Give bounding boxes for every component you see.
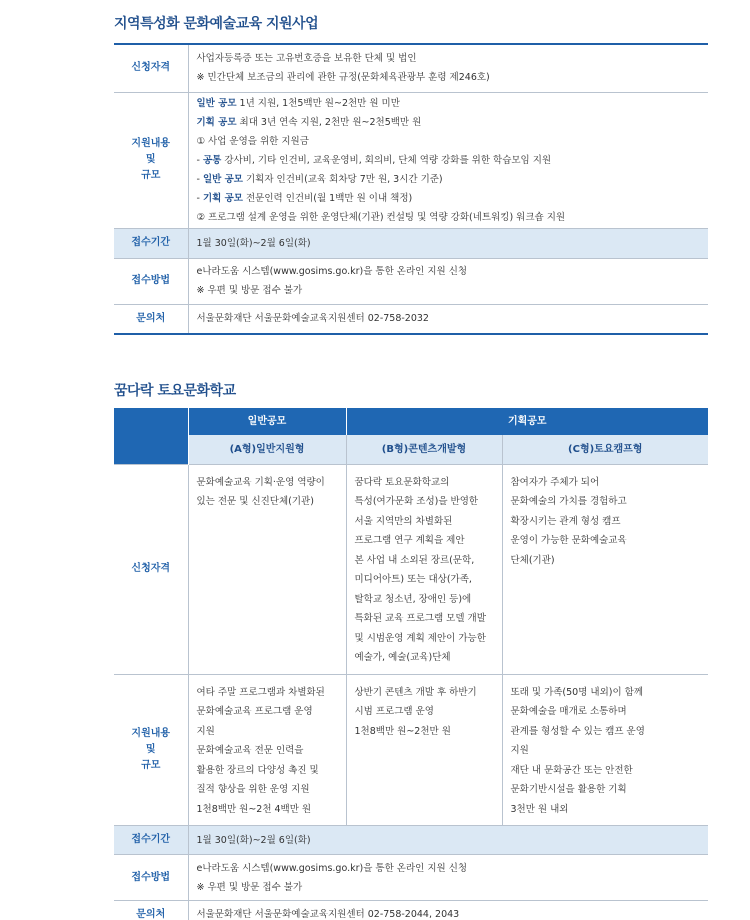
text: 기획자 인건비(교육 회차당 7만 원, 3시간 기준) bbox=[242, 173, 443, 185]
text-line bbox=[197, 170, 701, 189]
label-line: 및 bbox=[145, 154, 156, 165]
row-label: 신청자격 bbox=[114, 44, 188, 92]
section2-title: 꿈다락 토요문화학교 bbox=[114, 383, 236, 399]
table-row bbox=[114, 674, 708, 826]
text: - bbox=[196, 192, 203, 204]
header-planned: 기획공모 bbox=[346, 408, 708, 435]
text-line: 본 사업 내 소외된 장르(문학, bbox=[354, 554, 475, 566]
label-line: 지원내용 bbox=[131, 727, 171, 739]
table-row bbox=[114, 304, 708, 334]
method-content bbox=[188, 258, 708, 304]
text-line: 운영이 가능한 문화예술교육 bbox=[510, 535, 627, 546]
text: 1년 지원, 1천5백만 원~2천만 원 미만 bbox=[236, 97, 400, 109]
text: 전문인력 인건비(월 1백만 원 이내 책정) bbox=[242, 192, 413, 204]
table-row bbox=[114, 901, 708, 920]
period-value: 1월 30일(화)~2월 6일(화) bbox=[188, 826, 708, 855]
support-a bbox=[188, 674, 346, 826]
text-line bbox=[197, 94, 701, 113]
text-line: 미디어아트) 또는 대상(가족, bbox=[354, 574, 472, 585]
text-line: 관계를 형성할 수 있는 캠프 운영 bbox=[510, 725, 645, 737]
text: - bbox=[196, 173, 203, 185]
text-line: 문화기반시설을 활용한 기획 bbox=[510, 784, 627, 795]
support-content bbox=[188, 92, 708, 228]
contact-value: 서울문화재단 서울문화예술교육지원센터 02-758-2044, 2043 bbox=[196, 909, 460, 920]
row-label bbox=[114, 674, 188, 826]
header-type-c: (C형)토요캠프형 bbox=[502, 435, 708, 464]
header-general: 일반공모 bbox=[188, 408, 346, 435]
text-line: 사업자등록증 또는 고유번호증을 보유한 단체 및 법인 bbox=[196, 53, 417, 65]
bold-term: 공통 bbox=[202, 154, 222, 166]
label-line: 및 bbox=[145, 743, 156, 755]
text-line: ※ 우편 및 방문 접수 불가 bbox=[196, 285, 303, 296]
text-line: 지원 bbox=[510, 745, 529, 756]
text-line: 확장시키는 관계 형성 캠프 bbox=[510, 515, 621, 527]
header-type-b: (B형)콘텐츠개발형 bbox=[346, 435, 502, 464]
text-line: 서울 지역만의 차별화된 bbox=[354, 515, 453, 527]
table-row bbox=[114, 855, 708, 901]
period-value: 1월 30일(화)~2월 6일(화) bbox=[188, 228, 708, 258]
text-line: 단체(기관) bbox=[510, 554, 555, 566]
text-line bbox=[197, 113, 701, 132]
text-line: 예술가, 예술(교육)단체 bbox=[354, 652, 451, 663]
table-row bbox=[114, 826, 708, 855]
section2-table bbox=[114, 408, 708, 920]
header-row bbox=[114, 408, 708, 435]
text-line: e나라도움 시스템(www.gosims.go.kr)을 통한 온라인 지원 신청 bbox=[196, 266, 468, 277]
bold-term: 기획 공모 bbox=[202, 192, 243, 204]
text-line: 여타 주말 프로그램과 차별화된 bbox=[196, 686, 325, 698]
text-line: ※ 민간단체 보조금의 관리에 관한 규정(문화체육관광부 훈령 제246호) bbox=[196, 72, 490, 84]
text-line: 참여자가 주체가 되어 bbox=[510, 476, 600, 488]
text-line: 문화예술의 가치를 경험하고 bbox=[510, 496, 627, 507]
text-line: ② 프로그램 설계 운영을 위한 운영단체(기관) 컨설팅 및 역량 강화(네트워킹) 워크숍 지원 bbox=[196, 211, 566, 223]
eligibility-a bbox=[188, 464, 346, 674]
label-line: 규모 bbox=[141, 759, 161, 771]
text: 강사비, 기타 인건비, 교육운영비, 회의비, 단체 역량 강화를 위한 학습모임 지원 bbox=[221, 154, 552, 166]
bold-term: 일반 공모 bbox=[202, 173, 243, 185]
row-label: 문의처 bbox=[114, 901, 188, 920]
support-b bbox=[346, 674, 502, 826]
text-line: ※ 우편 및 방문 접수 불가 bbox=[196, 881, 303, 893]
text-line: 질적 향상을 위한 운영 지원 bbox=[196, 784, 310, 795]
bold-term: 일반 공모 bbox=[196, 97, 237, 109]
row-label: 접수방법 bbox=[114, 855, 188, 901]
text-line: 1천8백만 원~2천만 원 bbox=[354, 725, 451, 737]
row-label bbox=[114, 92, 188, 228]
section1-table bbox=[114, 43, 708, 335]
text-line: 문화예술교육 프로그램 운영 bbox=[196, 706, 313, 717]
text-line: 있는 전문 및 신진단체(기관) bbox=[196, 496, 314, 507]
text-line: 지원 bbox=[196, 725, 215, 737]
text-line: 3천만 원 내외 bbox=[510, 803, 569, 815]
text-line: ① 사업 운영을 위한 지원금 bbox=[196, 135, 309, 147]
text-line: 1천8백만 원~2천 4백만 원 bbox=[196, 803, 312, 815]
subheader-row bbox=[114, 435, 708, 464]
header-type-a: (A형)일반지원형 bbox=[188, 435, 346, 464]
text-line: 문화예술교육 기획·운영 역량이 bbox=[196, 476, 325, 488]
table-row bbox=[114, 44, 708, 92]
contact-value: 서울문화재단 서울문화예술교육지원센터 02-758-2032 bbox=[196, 313, 429, 325]
text-line: 프로그램 연구 계획을 제안 bbox=[354, 535, 465, 546]
row-label: 신청자격 bbox=[114, 464, 188, 674]
bold-term: 기획 공모 bbox=[196, 116, 237, 128]
text-line: 상반기 콘텐츠 개발 후 하반기 bbox=[354, 686, 477, 698]
text-line: 또래 및 가족(50명 내외)이 함께 bbox=[510, 686, 644, 698]
text-line: e나라도움 시스템(www.gosims.go.kr)을 통한 온라인 지원 신청 bbox=[196, 862, 468, 874]
text-line: 재단 내 문화공간 또는 안전한 bbox=[510, 764, 633, 776]
row-label: 접수기간 bbox=[114, 228, 188, 258]
row-label: 접수방법 bbox=[114, 258, 188, 304]
text-line: 탈학교 청소년, 장애인 등)에 bbox=[354, 593, 472, 605]
table-row bbox=[114, 92, 708, 228]
row-label: 접수기간 bbox=[114, 826, 188, 855]
text-line: 시범 프로그램 운영 bbox=[354, 706, 434, 717]
eligibility-b bbox=[346, 464, 502, 674]
table-row bbox=[114, 258, 708, 304]
support-c bbox=[502, 674, 708, 826]
text-line bbox=[197, 151, 701, 170]
text: - bbox=[196, 154, 203, 166]
eligibility-content bbox=[188, 44, 708, 92]
text-line: 문화예술을 매개로 소통하며 bbox=[510, 706, 627, 717]
corner-cell bbox=[114, 408, 188, 464]
text-line: 특성(여가문화 조성)을 반영한 bbox=[354, 496, 479, 507]
text: 최대 3년 연속 지원, 2천만 원~2천5백만 원 bbox=[236, 116, 422, 128]
table-row bbox=[114, 464, 708, 674]
text-line: 특화된 교육 프로그램 모델 개발 bbox=[354, 613, 486, 624]
eligibility-c bbox=[502, 464, 708, 674]
text-line bbox=[197, 189, 701, 208]
label-line: 규모 bbox=[141, 170, 161, 181]
label-line: 지원내용 bbox=[131, 138, 171, 149]
table-row bbox=[114, 228, 708, 258]
text-line: 및 시범운영 계획 제안이 가능한 bbox=[354, 632, 486, 644]
text-line: 활용한 장르의 다양성 촉진 및 bbox=[196, 764, 319, 776]
text-line: 문화예술교육 전문 인력을 bbox=[196, 745, 304, 756]
section1-title: 지역특성화 문화예술교육 지원사업 bbox=[114, 16, 319, 32]
row-label: 문의처 bbox=[114, 304, 188, 334]
method-content bbox=[188, 855, 708, 901]
text-line: 꿈다락 토요문화학교의 bbox=[354, 476, 450, 488]
